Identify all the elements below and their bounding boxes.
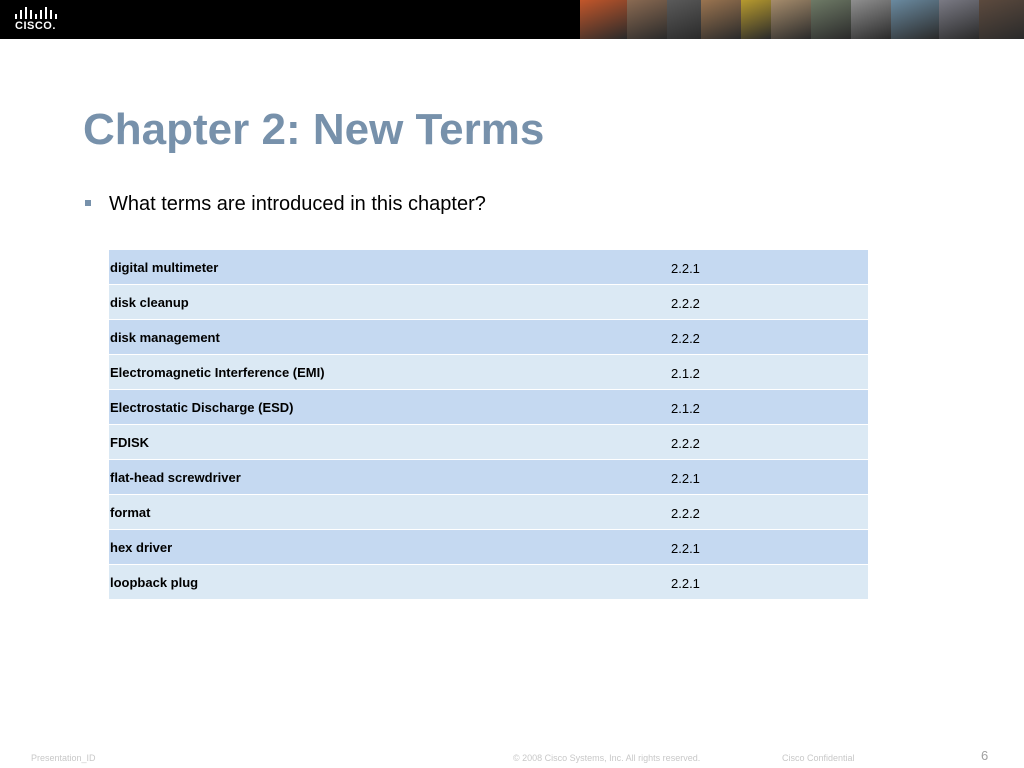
section-cell: 2.2.2	[671, 436, 700, 451]
section-cell: 2.2.1	[671, 576, 700, 591]
table-row	[109, 250, 868, 285]
section-cell: 2.2.2	[671, 331, 700, 346]
section-cell: 2.2.2	[671, 506, 700, 521]
photo-tile-woman	[627, 0, 667, 39]
cisco-logo	[13, 6, 59, 34]
term-cell: FDISK	[110, 435, 149, 450]
bullet-text: What terms are introduced in this chapter?	[109, 193, 486, 215]
photo-tile-abstract	[580, 0, 627, 39]
square-bullet-icon	[85, 200, 91, 206]
photo-tile-man-dark	[979, 0, 1024, 39]
term-cell: loopback plug	[110, 575, 199, 590]
term-cell: disk management	[110, 330, 220, 345]
section-cell: 2.1.2	[671, 366, 700, 381]
cisco-logo-text: CISCO.	[15, 20, 56, 32]
footer-confidential: Cisco Confidential	[782, 753, 855, 763]
page-number: 6	[981, 748, 989, 763]
cisco-bars-icon	[13, 6, 59, 20]
photo-tile-man-suit	[667, 0, 701, 39]
row-divider	[109, 599, 868, 600]
section-cell: 2.2.1	[671, 541, 700, 556]
footer-copyright: © 2008 Cisco Systems, Inc. All rights reserved.	[513, 753, 701, 763]
photo-strip	[580, 0, 1024, 39]
photo-tile-asian-woman	[851, 0, 891, 39]
term-cell: flat-head screwdriver	[110, 470, 241, 485]
table-row	[109, 565, 868, 600]
slide-title: Chapter 2: New Terms	[83, 105, 545, 154]
section-cell: 2.2.1	[671, 261, 700, 276]
header-banner	[0, 0, 1024, 39]
photo-tile-tech	[891, 0, 939, 39]
terms-table	[109, 250, 868, 600]
section-cell: 2.2.1	[671, 471, 700, 486]
term-cell: Electromagnetic Interference (EMI)	[110, 365, 325, 380]
term-cell: hex driver	[110, 540, 173, 555]
photo-tile-woman-smile	[701, 0, 741, 39]
section-cell: 2.2.2	[671, 296, 700, 311]
table-row	[109, 320, 868, 355]
term-cell: disk cleanup	[110, 295, 189, 310]
table-row	[109, 285, 868, 320]
photo-tile-city	[771, 0, 811, 39]
term-cell: digital multimeter	[110, 260, 219, 275]
table-row	[109, 355, 868, 390]
term-cell: Electrostatic Discharge (ESD)	[110, 400, 294, 415]
table-row	[109, 530, 868, 565]
footer-presentation-id: Presentation_ID	[31, 753, 96, 763]
table-row	[109, 460, 868, 495]
table-row	[109, 390, 868, 425]
bullet-item	[85, 193, 486, 216]
photo-tile-yellow	[741, 0, 771, 39]
photo-tile-group	[811, 0, 851, 39]
photo-tile-man-smile	[939, 0, 979, 39]
table-row	[109, 495, 868, 530]
term-cell: format	[110, 505, 151, 520]
table-row	[109, 425, 868, 460]
section-cell: 2.1.2	[671, 401, 700, 416]
